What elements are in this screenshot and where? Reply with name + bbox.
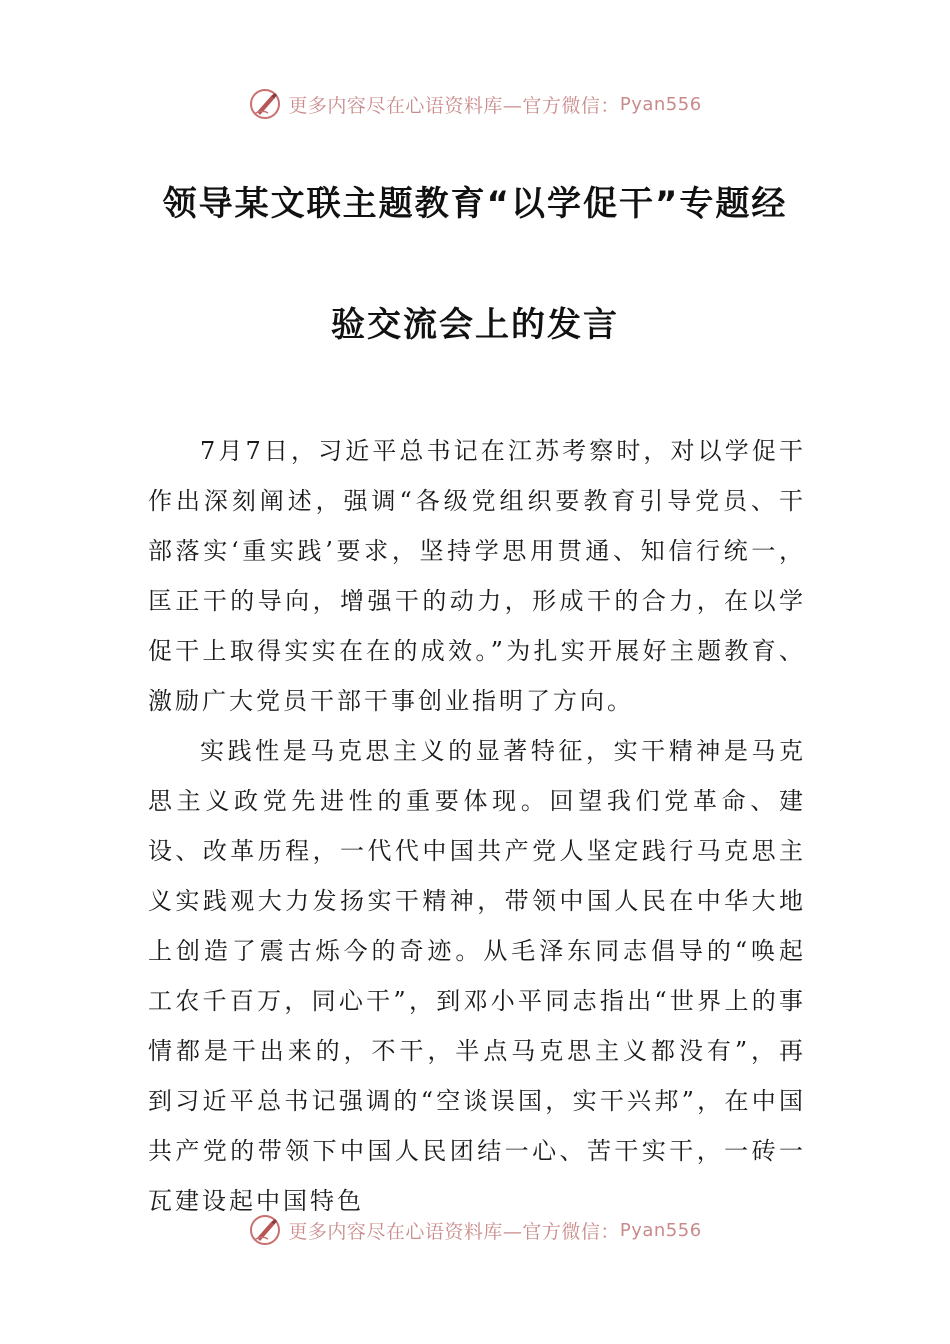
document-title-line1: 领导某文联主题教育“以学促干”专题经 — [162, 184, 788, 224]
document-title-line2: 验交流会上的发言 — [331, 305, 619, 345]
header-watermark — [0, 84, 950, 124]
footer-watermark — [0, 1210, 950, 1250]
watermark-id: Pyan556 — [619, 1219, 702, 1241]
pen-logo-icon — [248, 1213, 282, 1247]
document-body — [148, 426, 806, 1226]
paragraph: 7月7日，习近平总书记在江苏考察时，对以学促干作出深刻阐述，强调“各级党组织要教育引导党员、干部落实‘重实践’要求，坚持学思用贯通、知信行统一，匡正干的导向，增强干的动力，形成干的合力，在以学促干上取得实实在在的成效。”为扎实开展好主题教育、激励广大党员干部干事创业指明了方向。 — [148, 437, 806, 715]
watermark-text: 更多内容尽在心语资料库—官方微信： — [288, 94, 620, 117]
pen-logo-icon — [248, 87, 282, 121]
watermark-text: 更多内容尽在心语资料库—官方微信： — [288, 1220, 620, 1243]
watermark-id: Pyan556 — [619, 93, 702, 115]
paragraph: 实践性是马克思主义的显著特征，实干精神是马克思主义政党先进性的重要体现。回望我们党革命、建设、改革历程，一代代中国共产党人坚定践行马克思主义实践观大力发扬实干精神，带领中国人民在中华大地上创造了震古烁今的奇迹。从毛泽东同志倡导的“唤起工农千百万，同心干”，到邓小平同志指出“世界上的事情都是干出来的，不干，半点马克思主义都没有”，再到习近平总书记强调的“空谈误国，实干兴邦”，在中国共产党的带领下中国人民团结一心、苦干实干，一砖一瓦建设起中国特色 — [148, 737, 806, 1215]
